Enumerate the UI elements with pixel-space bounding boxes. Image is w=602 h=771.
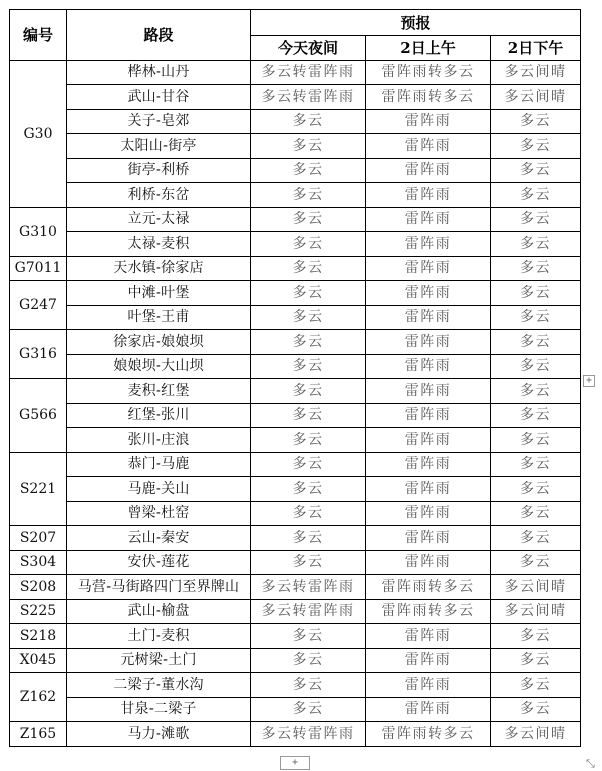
route-cell: 云山-秦安 <box>67 526 251 551</box>
route-cell: 麦积-红堡 <box>67 379 251 404</box>
afternoon-forecast-cell: 多云 <box>491 624 581 649</box>
table-row <box>10 526 581 551</box>
morning-forecast-cell: 雷阵雨 <box>366 624 491 649</box>
table-row <box>10 281 581 306</box>
tonight-forecast-cell: 多云 <box>251 452 366 477</box>
table-row <box>10 403 581 428</box>
tonight-forecast-cell: 多云 <box>251 673 366 698</box>
route-cell: 红堡-张川 <box>67 403 251 428</box>
road-code-cell: X045 <box>10 648 67 673</box>
header-tonight: 今天夜间 <box>251 36 366 61</box>
tonight-forecast-cell: 多云 <box>251 501 366 526</box>
route-cell: 街亭-利桥 <box>67 158 251 183</box>
route-cell: 叶堡-王甫 <box>67 305 251 330</box>
table-row <box>10 158 581 183</box>
morning-forecast-cell: 雷阵雨 <box>366 477 491 502</box>
afternoon-forecast-cell: 多云间晴 <box>491 575 581 600</box>
morning-forecast-cell: 雷阵雨 <box>366 452 491 477</box>
morning-forecast-cell: 雷阵雨 <box>366 673 491 698</box>
route-cell: 天水镇-徐家店 <box>67 256 251 281</box>
tonight-forecast-cell: 多云 <box>251 428 366 453</box>
morning-forecast-cell: 雷阵雨 <box>366 183 491 208</box>
route-cell: 张川-庄浪 <box>67 428 251 453</box>
tonight-forecast-cell: 多云 <box>251 305 366 330</box>
afternoon-forecast-cell: 多云 <box>491 452 581 477</box>
tonight-forecast-cell: 多云 <box>251 526 366 551</box>
morning-forecast-cell: 雷阵雨 <box>366 403 491 428</box>
morning-forecast-cell: 雷阵雨 <box>366 134 491 159</box>
table-row <box>10 428 581 453</box>
table-row <box>10 575 581 600</box>
tonight-forecast-cell: 多云转雷阵雨 <box>251 575 366 600</box>
morning-forecast-cell: 雷阵雨 <box>366 330 491 355</box>
tonight-forecast-cell: 多云 <box>251 183 366 208</box>
morning-forecast-cell: 雷阵雨转多云 <box>366 575 491 600</box>
morning-forecast-cell: 雷阵雨 <box>366 109 491 134</box>
afternoon-forecast-cell: 多云 <box>491 232 581 257</box>
route-cell: 桦林-山丹 <box>67 60 251 85</box>
table-row <box>10 354 581 379</box>
road-code-cell: S225 <box>10 599 67 624</box>
afternoon-forecast-cell: 多云 <box>491 134 581 159</box>
road-code-cell: Z165 <box>10 722 67 747</box>
route-cell: 娘娘坝-大山坝 <box>67 354 251 379</box>
route-cell: 利桥-东岔 <box>67 183 251 208</box>
table-row <box>10 60 581 85</box>
afternoon-forecast-cell: 多云 <box>491 648 581 673</box>
table-row <box>10 452 581 477</box>
afternoon-forecast-cell: 多云间晴 <box>491 60 581 85</box>
morning-forecast-cell: 雷阵雨转多云 <box>366 599 491 624</box>
table-row <box>10 477 581 502</box>
table-row <box>10 232 581 257</box>
table-row <box>10 501 581 526</box>
tonight-forecast-cell: 多云 <box>251 281 366 306</box>
afternoon-forecast-cell: 多云 <box>491 379 581 404</box>
table-row <box>10 207 581 232</box>
header-morning: 2日上午 <box>366 36 491 61</box>
tonight-forecast-cell: 多云 <box>251 403 366 428</box>
morning-forecast-cell: 雷阵雨 <box>366 550 491 575</box>
resize-handle-icon[interactable]: ⤡ <box>586 757 595 770</box>
tonight-forecast-cell: 多云 <box>251 207 366 232</box>
route-cell: 关子-皂郊 <box>67 109 251 134</box>
road-code-cell: S304 <box>10 550 67 575</box>
afternoon-forecast-cell: 多云 <box>491 477 581 502</box>
route-cell: 安伏-莲花 <box>67 550 251 575</box>
tonight-forecast-cell: 多云 <box>251 109 366 134</box>
add-column-button[interactable]: + <box>583 375 595 387</box>
afternoon-forecast-cell: 多云 <box>491 673 581 698</box>
road-code-cell: S207 <box>10 526 67 551</box>
route-cell: 恭门-马鹿 <box>67 452 251 477</box>
table-row <box>10 648 581 673</box>
forecast-table[interactable] <box>9 9 581 747</box>
route-cell: 徐家店-娘娘坝 <box>67 330 251 355</box>
tonight-forecast-cell: 多云 <box>251 697 366 722</box>
table-row <box>10 379 581 404</box>
afternoon-forecast-cell: 多云 <box>491 354 581 379</box>
morning-forecast-cell: 雷阵雨 <box>366 697 491 722</box>
table-row <box>10 85 581 110</box>
afternoon-forecast-cell: 多云 <box>491 428 581 453</box>
morning-forecast-cell: 雷阵雨转多云 <box>366 60 491 85</box>
header-code: 编号 <box>10 10 67 61</box>
route-cell: 马鹿-关山 <box>67 477 251 502</box>
table-row <box>10 134 581 159</box>
morning-forecast-cell: 雷阵雨 <box>366 305 491 330</box>
afternoon-forecast-cell: 多云间晴 <box>491 599 581 624</box>
tonight-forecast-cell: 多云 <box>251 330 366 355</box>
table-row <box>10 673 581 698</box>
road-code-cell: G310 <box>10 207 67 256</box>
table-row <box>10 599 581 624</box>
road-code-cell: S221 <box>10 452 67 526</box>
morning-forecast-cell: 雷阵雨 <box>366 207 491 232</box>
afternoon-forecast-cell: 多云 <box>491 501 581 526</box>
table-row <box>10 624 581 649</box>
tonight-forecast-cell: 多云 <box>251 354 366 379</box>
route-cell: 元树梁-土门 <box>67 648 251 673</box>
morning-forecast-cell: 雷阵雨 <box>366 354 491 379</box>
afternoon-forecast-cell: 多云 <box>491 256 581 281</box>
forecast-body <box>10 60 581 746</box>
morning-forecast-cell: 雷阵雨 <box>366 281 491 306</box>
afternoon-forecast-cell: 多云 <box>491 281 581 306</box>
table-row <box>10 183 581 208</box>
road-code-cell: Z162 <box>10 673 67 722</box>
table-row <box>10 305 581 330</box>
table-row <box>10 256 581 281</box>
morning-forecast-cell: 雷阵雨 <box>366 256 491 281</box>
tonight-forecast-cell: 多云转雷阵雨 <box>251 722 366 747</box>
road-code-cell: G7011 <box>10 256 67 281</box>
tonight-forecast-cell: 多云转雷阵雨 <box>251 60 366 85</box>
header-forecast: 预报 <box>251 10 581 36</box>
road-code-cell: G316 <box>10 330 67 379</box>
tonight-forecast-cell: 多云 <box>251 134 366 159</box>
morning-forecast-cell: 雷阵雨 <box>366 428 491 453</box>
tonight-forecast-cell: 多云 <box>251 158 366 183</box>
morning-forecast-cell: 雷阵雨 <box>366 379 491 404</box>
road-code-cell: G247 <box>10 281 67 330</box>
route-cell: 土门-麦积 <box>67 624 251 649</box>
tonight-forecast-cell: 多云 <box>251 256 366 281</box>
afternoon-forecast-cell: 多云 <box>491 526 581 551</box>
route-cell: 甘泉-二梁子 <box>67 697 251 722</box>
route-cell: 太阳山-街亭 <box>67 134 251 159</box>
route-cell: 太禄-麦积 <box>67 232 251 257</box>
morning-forecast-cell: 雷阵雨 <box>366 158 491 183</box>
route-cell: 武山-榆盘 <box>67 599 251 624</box>
morning-forecast-cell: 雷阵雨转多云 <box>366 722 491 747</box>
route-cell: 二梁子-董水沟 <box>67 673 251 698</box>
tonight-forecast-cell: 多云转雷阵雨 <box>251 599 366 624</box>
road-code-cell: S218 <box>10 624 67 649</box>
tonight-forecast-cell: 多云 <box>251 648 366 673</box>
road-code-cell: G566 <box>10 379 67 453</box>
morning-forecast-cell: 雷阵雨 <box>366 526 491 551</box>
table-row <box>10 550 581 575</box>
route-cell: 中滩-叶堡 <box>67 281 251 306</box>
afternoon-forecast-cell: 多云间晴 <box>491 722 581 747</box>
route-cell: 武山-甘谷 <box>67 85 251 110</box>
header-route: 路段 <box>67 10 251 61</box>
afternoon-forecast-cell: 多云 <box>491 403 581 428</box>
table-row <box>10 330 581 355</box>
add-row-button[interactable]: + <box>280 756 310 770</box>
afternoon-forecast-cell: 多云 <box>491 697 581 722</box>
afternoon-forecast-cell: 多云 <box>491 158 581 183</box>
table-row <box>10 722 581 747</box>
table-row <box>10 109 581 134</box>
afternoon-forecast-cell: 多云间晴 <box>491 85 581 110</box>
morning-forecast-cell: 雷阵雨 <box>366 648 491 673</box>
afternoon-forecast-cell: 多云 <box>491 183 581 208</box>
road-code-cell: S208 <box>10 575 67 600</box>
road-code-cell: G30 <box>10 60 67 207</box>
afternoon-forecast-cell: 多云 <box>491 550 581 575</box>
route-cell: 马力-滩歌 <box>67 722 251 747</box>
route-cell: 马营-马街路四门至界牌山 <box>67 575 251 600</box>
afternoon-forecast-cell: 多云 <box>491 207 581 232</box>
morning-forecast-cell: 雷阵雨 <box>366 232 491 257</box>
tonight-forecast-cell: 多云转雷阵雨 <box>251 85 366 110</box>
morning-forecast-cell: 雷阵雨转多云 <box>366 85 491 110</box>
forecast-table-container <box>9 9 581 747</box>
tonight-forecast-cell: 多云 <box>251 550 366 575</box>
morning-forecast-cell: 雷阵雨 <box>366 501 491 526</box>
tonight-forecast-cell: 多云 <box>251 477 366 502</box>
table-row <box>10 697 581 722</box>
afternoon-forecast-cell: 多云 <box>491 330 581 355</box>
route-cell: 曾梁-杜窑 <box>67 501 251 526</box>
tonight-forecast-cell: 多云 <box>251 624 366 649</box>
tonight-forecast-cell: 多云 <box>251 232 366 257</box>
header-afternoon: 2日下午 <box>491 36 581 61</box>
tonight-forecast-cell: 多云 <box>251 379 366 404</box>
afternoon-forecast-cell: 多云 <box>491 305 581 330</box>
route-cell: 立元-太禄 <box>67 207 251 232</box>
afternoon-forecast-cell: 多云 <box>491 109 581 134</box>
